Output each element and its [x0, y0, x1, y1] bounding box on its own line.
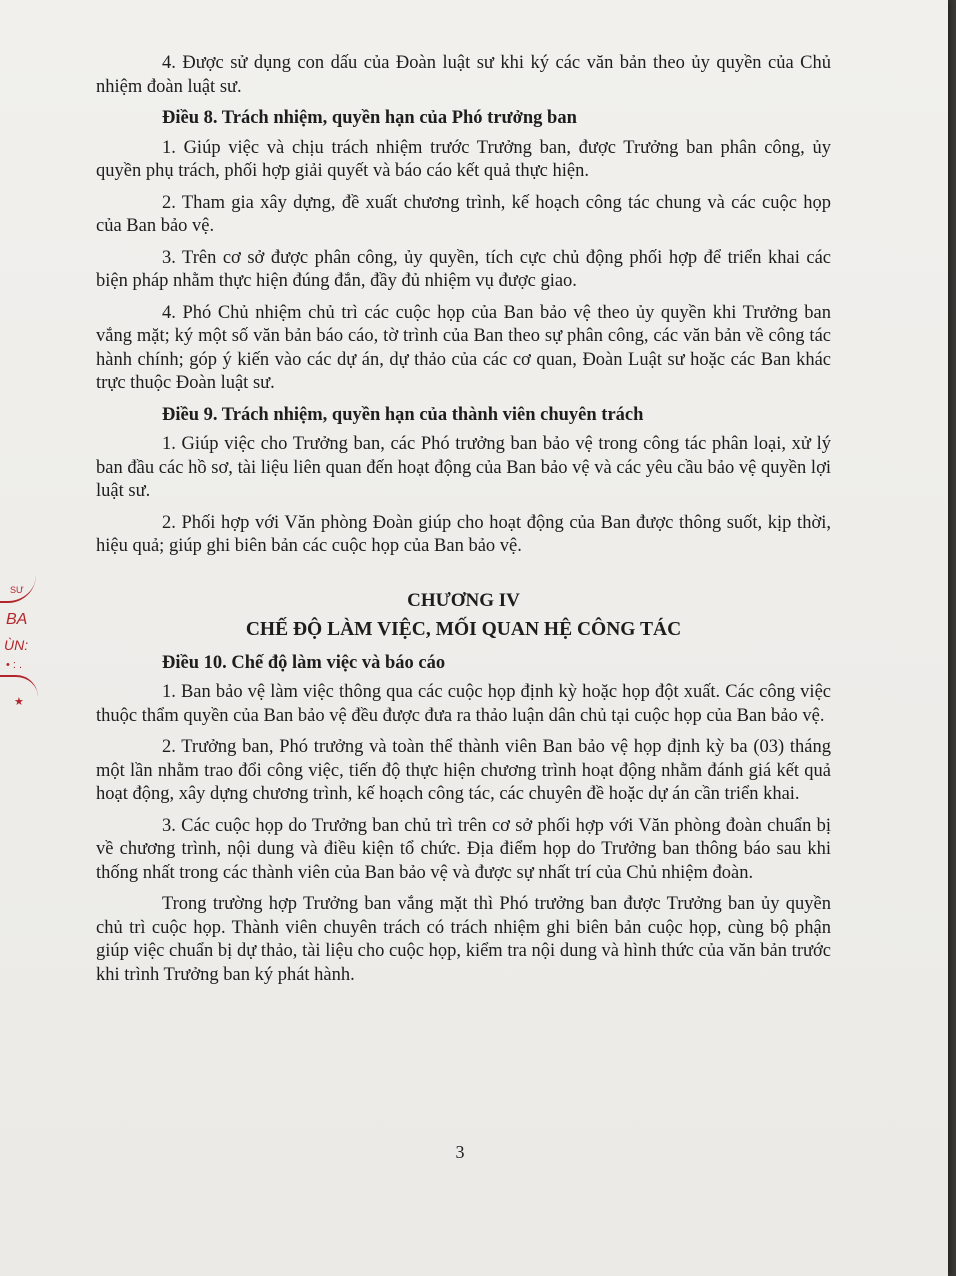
- seal-text-dots: • : .: [6, 659, 23, 671]
- article-8-item-4: 4. Phó Chủ nhiệm chủ trì các cuộc họp của Ban bảo vệ theo ủy quyền khi Trưởng ban vắng mặt; ký một số văn bản báo cáo, tờ trình của Ban theo sự phân công, các văn bản về công tác hành chính; góp ý kiến vào các dự án, dự thảo của các cơ quan, Đoàn Luật sư hoặc các Ban khác trực thuộc Đoàn luật sư.: [96, 302, 831, 393]
- article-8-item-3: 3. Trên cơ sở được phân công, ủy quyền, tích cực chủ động phối hợp để triển khai các biện pháp nhằm thực hiện đúng đắn, đầy đủ nhiệm vụ được giao.: [96, 247, 831, 291]
- article-10-item-3: 3. Các cuộc họp do Trưởng ban chủ trì trên cơ sở phối hợp với Văn phòng đoàn chuẩn bị về chương trình, nội dung và điều kiện tổ chức. Địa điểm họp do Trưởng ban thông báo sau khi thống nhất trong các thành viên của Ban bảo vệ và được sự nhất trí của Chủ nhiệm đoàn.: [96, 815, 831, 883]
- page-number: 3: [455, 1142, 465, 1162]
- seal-text-small: SƯ: [10, 585, 24, 595]
- seal-text-line-1: BA: [6, 611, 28, 628]
- article-8-item-1: 1. Giúp việc và chịu trách nhiệm trước Trưởng ban, được Trưởng ban phân công, ủy quyền phụ trách, phối hợp giải quyết và báo cáo kết quả thực hiện.: [96, 137, 831, 181]
- seal-ring-bottom: [0, 675, 38, 697]
- chapter-number: CHƯƠNG IV: [407, 589, 520, 611]
- article-10-paragraph-4: Trong trường hợp Trưởng ban vắng mặt thì Phó trưởng ban được Trưởng ban ủy quyền chủ trì cuộc họp. Thành viên chuyên trách có trách nhiệm ghi biên bản cuộc họp, cùng bộ phận giúp việc chuẩn bị dự thảo, tài liệu cho cuộc họp, kiểm tra nội dung và hình thức của văn bản trước khi trình Trưởng ban ký phát hành.: [96, 894, 831, 985]
- chapter-title: CHẾ ĐỘ LÀM VIỆC, MỐI QUAN HỆ CÔNG TÁC: [245, 619, 682, 640]
- document-body: [96, 52, 831, 995]
- article-9-heading: Điều 9. Trách nhiệm, quyền hạn của thành viên chuyên trách: [162, 404, 644, 425]
- article-8-item-2: 2. Tham gia xây dựng, đề xuất chương trình, kế hoạch công tác chung và các cuộc họp của Ban bảo vệ.: [96, 192, 831, 236]
- seal-text-line-2: ÙN:: [4, 637, 29, 653]
- paragraph-clause-4: 4. Được sử dụng con dấu của Đoàn luật sư khi ký các văn bản theo ủy quyền của Chủ nhiệm đoàn luật sư.: [96, 53, 831, 97]
- article-10-item-2: 2. Trưởng ban, Phó trưởng và toàn thể thành viên Ban bảo vệ họp định kỳ ba (03) tháng một lần nhằm trao đổi công việc, tiến độ thực hiện chương trình hoạt động nhằm đánh giá kết quả hoạt động, xây dựng chương trình, kế hoạch công tác, các chuyên đề hoặc dự án cần triển khai.: [96, 737, 831, 804]
- red-seal-stamp: [0, 575, 44, 725]
- article-9-item-2: 2. Phối hợp với Văn phòng Đoàn giúp cho hoạt động của Ban được thông suốt, kịp thời, hiệu quả; giúp ghi biên bản các cuộc họp của Ban bảo vệ.: [96, 512, 831, 556]
- article-10-item-1: 1. Ban bảo vệ làm việc thông qua các cuộc họp định kỳ hoặc họp đột xuất. Các công việc thuộc thẩm quyền của Ban bảo vệ đều được đưa ra thảo luận dân chủ tại cuộc họp của Ban bảo vệ.: [96, 682, 831, 726]
- article-9-item-1: 1. Giúp việc cho Trưởng ban, các Phó trưởng ban bảo vệ trong công tác phân loại, xử lý ban đầu các hồ sơ, tài liệu liên quan đến hoạt động của Ban bảo vệ và các yêu cầu bảo vệ quyền lợi luật sư.: [96, 434, 831, 501]
- article-10-heading: Điều 10. Chế độ làm việc và báo cáo: [162, 652, 446, 673]
- seal-star-icon: ★: [14, 696, 24, 708]
- article-8-heading: Điều 8. Trách nhiệm, quyền hạn của Phó trưởng ban: [162, 108, 577, 128]
